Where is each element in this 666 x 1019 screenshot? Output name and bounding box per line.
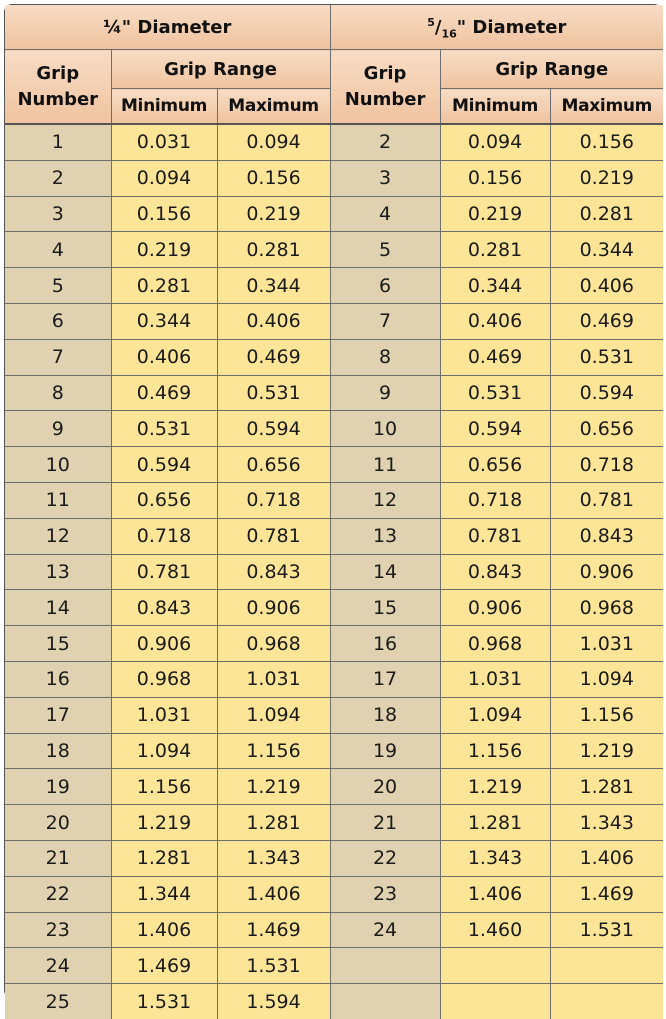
table-row <box>5 232 663 268</box>
right-maximum-cell: 0.469 <box>550 303 663 339</box>
table-row <box>5 876 663 912</box>
right-grip-number-cell: 18 <box>330 697 440 733</box>
right-minimum-cell: 0.094 <box>440 124 550 160</box>
table-row <box>5 733 663 769</box>
table-row <box>5 661 663 697</box>
right-maximum-cell: 1.469 <box>550 876 663 912</box>
right-minimum-cell: 1.343 <box>440 840 550 876</box>
left-maximum-cell: 1.094 <box>217 697 330 733</box>
table-row <box>5 626 663 662</box>
table-row <box>5 303 663 339</box>
left-grip-number-cell: 20 <box>5 805 111 841</box>
left-maximum-cell: 1.469 <box>217 912 330 948</box>
right-minimum-cell: 1.156 <box>440 733 550 769</box>
left-grip-number-cell: 24 <box>5 948 111 984</box>
table-row <box>5 196 663 232</box>
right-minimum-cell: 1.031 <box>440 661 550 697</box>
left-maximum-cell: 0.469 <box>217 339 330 375</box>
left-maximum-cell: 0.594 <box>217 411 330 447</box>
right-maximum-cell: 0.156 <box>550 124 663 160</box>
right-minimum-cell <box>440 948 550 984</box>
left-minimum-cell: 1.094 <box>111 733 217 769</box>
right-minimum-cell: 0.531 <box>440 375 550 411</box>
right-maximum-cell: 0.219 <box>550 160 663 196</box>
right-maximum-cell: 1.406 <box>550 840 663 876</box>
table-row <box>5 554 663 590</box>
left-maximum-cell: 0.094 <box>217 124 330 160</box>
right-maximum-cell: 1.531 <box>550 912 663 948</box>
table-row <box>5 124 663 160</box>
right-minimum-cell: 0.968 <box>440 626 550 662</box>
right-minimum-cell: 1.460 <box>440 912 550 948</box>
left-maximum-cell: 0.843 <box>217 554 330 590</box>
left-maximum-header: Maximum <box>217 89 330 125</box>
right-minimum-cell: 0.656 <box>440 447 550 483</box>
right-maximum-cell: 0.531 <box>550 339 663 375</box>
right-minimum-cell: 0.469 <box>440 339 550 375</box>
right-maximum-cell: 0.406 <box>550 268 663 304</box>
right-minimum-cell: 0.156 <box>440 160 550 196</box>
right-maximum-cell: 0.968 <box>550 590 663 626</box>
right-grip-number-cell: 14 <box>330 554 440 590</box>
left-maximum-cell: 1.219 <box>217 769 330 805</box>
left-maximum-cell: 0.781 <box>217 518 330 554</box>
left-grip-number-cell: 11 <box>5 482 111 518</box>
left-minimum-cell: 0.281 <box>111 268 217 304</box>
right-grip-number-cell: 17 <box>330 661 440 697</box>
fraction-denominator: 16 <box>441 27 457 41</box>
left-maximum-cell: 0.406 <box>217 303 330 339</box>
fraction-numerator: 5 <box>427 15 435 29</box>
table-row <box>5 160 663 196</box>
left-minimum-cell: 0.219 <box>111 232 217 268</box>
left-grip-number-cell: 2 <box>5 160 111 196</box>
table-row <box>5 805 663 841</box>
left-minimum-cell: 0.843 <box>111 590 217 626</box>
right-minimum-cell: 1.406 <box>440 876 550 912</box>
left-minimum-header: Minimum <box>111 89 217 125</box>
right-maximum-cell: 1.094 <box>550 661 663 697</box>
left-maximum-cell: 1.156 <box>217 733 330 769</box>
left-grip-number-cell: 10 <box>5 447 111 483</box>
left-grip-number-cell: 18 <box>5 733 111 769</box>
right-minimum-cell: 0.594 <box>440 411 550 447</box>
left-grip-number-cell: 17 <box>5 697 111 733</box>
right-grip-number-cell: 15 <box>330 590 440 626</box>
right-maximum-cell: 1.281 <box>550 769 663 805</box>
left-minimum-cell: 1.031 <box>111 697 217 733</box>
left-maximum-cell: 0.281 <box>217 232 330 268</box>
left-minimum-cell: 1.156 <box>111 769 217 805</box>
right-minimum-cell: 0.406 <box>440 303 550 339</box>
left-maximum-cell: 0.968 <box>217 626 330 662</box>
right-grip-number-cell <box>330 948 440 984</box>
left-maximum-cell: 1.281 <box>217 805 330 841</box>
left-grip-number-cell: 23 <box>5 912 111 948</box>
right-grip-number-cell <box>330 984 440 1019</box>
left-maximum-cell: 0.156 <box>217 160 330 196</box>
right-minimum-cell: 0.718 <box>440 482 550 518</box>
right-minimum-cell: 0.781 <box>440 518 550 554</box>
right-grip-number-cell: 21 <box>330 805 440 841</box>
right-maximum-cell: 1.156 <box>550 697 663 733</box>
right-grip-number-cell: 16 <box>330 626 440 662</box>
table-row <box>5 948 663 984</box>
left-minimum-cell: 1.344 <box>111 876 217 912</box>
left-grip-number-cell: 4 <box>5 232 111 268</box>
left-maximum-cell: 0.344 <box>217 268 330 304</box>
left-grip-number-cell: 14 <box>5 590 111 626</box>
right-grip-number-cell: 8 <box>330 339 440 375</box>
right-minimum-cell: 0.906 <box>440 590 550 626</box>
left-grip-number-cell: 12 <box>5 518 111 554</box>
left-grip-range-header: Grip Range <box>111 50 330 89</box>
five-sixteenths-diameter-header: $^5/_{16}$" Diameter <box>330 5 663 50</box>
left-grip-number-cell: 22 <box>5 876 111 912</box>
table-row <box>5 268 663 304</box>
right-grip-number-cell: 6 <box>330 268 440 304</box>
right-maximum-cell <box>550 948 663 984</box>
table-row <box>5 590 663 626</box>
left-minimum-cell: 0.094 <box>111 160 217 196</box>
right-grip-number-cell: 11 <box>330 447 440 483</box>
left-minimum-cell: 0.531 <box>111 411 217 447</box>
table-header <box>5 5 663 124</box>
left-minimum-cell: 0.906 <box>111 626 217 662</box>
right-maximum-cell: 0.718 <box>550 447 663 483</box>
left-minimum-cell: 0.968 <box>111 661 217 697</box>
right-minimum-header: Minimum <box>440 89 550 125</box>
left-grip-number-cell: 6 <box>5 303 111 339</box>
right-maximum-cell: 0.594 <box>550 375 663 411</box>
left-minimum-cell: 0.781 <box>111 554 217 590</box>
right-minimum-cell: 0.843 <box>440 554 550 590</box>
quarter-inch-diameter-header: ¼" Diameter <box>5 5 330 50</box>
right-grip-number-cell: 24 <box>330 912 440 948</box>
right-grip-number-cell: 3 <box>330 160 440 196</box>
table-row <box>5 518 663 554</box>
right-maximum-cell: 1.343 <box>550 805 663 841</box>
left-minimum-cell: 0.656 <box>111 482 217 518</box>
right-minimum-cell <box>440 984 550 1019</box>
left-minimum-cell: 1.531 <box>111 984 217 1019</box>
left-minimum-cell: 1.469 <box>111 948 217 984</box>
right-minimum-cell: 0.281 <box>440 232 550 268</box>
left-grip-number-cell: 13 <box>5 554 111 590</box>
right-maximum-cell <box>550 984 663 1019</box>
right-maximum-cell: 0.906 <box>550 554 663 590</box>
left-grip-number-cell: 19 <box>5 769 111 805</box>
right-grip-number-cell: 2 <box>330 124 440 160</box>
left-grip-number-cell: 21 <box>5 840 111 876</box>
right-maximum-cell: 1.031 <box>550 626 663 662</box>
right-grip-number-cell: 4 <box>330 196 440 232</box>
right-grip-range-header: Grip Range <box>440 50 663 89</box>
right-grip-number-cell: 7 <box>330 303 440 339</box>
right-maximum-header: Maximum <box>550 89 663 125</box>
table-row <box>5 339 663 375</box>
table-row <box>5 447 663 483</box>
left-maximum-cell: 0.718 <box>217 482 330 518</box>
left-minimum-cell: 0.469 <box>111 375 217 411</box>
left-grip-number-header: Grip Number <box>5 50 111 125</box>
left-grip-number-cell: 3 <box>5 196 111 232</box>
table-row <box>5 769 663 805</box>
left-minimum-cell: 0.718 <box>111 518 217 554</box>
right-maximum-cell: 0.843 <box>550 518 663 554</box>
left-grip-number-cell: 25 <box>5 984 111 1019</box>
left-maximum-cell: 1.406 <box>217 876 330 912</box>
left-grip-number-cell: 15 <box>5 626 111 662</box>
right-grip-number-cell: 13 <box>330 518 440 554</box>
left-grip-number-cell: 7 <box>5 339 111 375</box>
right-minimum-cell: 0.219 <box>440 196 550 232</box>
left-maximum-cell: 0.219 <box>217 196 330 232</box>
right-minimum-cell: 1.219 <box>440 769 550 805</box>
table-row <box>5 912 663 948</box>
right-grip-number-cell: 20 <box>330 769 440 805</box>
right-minimum-cell: 1.094 <box>440 697 550 733</box>
left-maximum-cell: 1.343 <box>217 840 330 876</box>
table-row <box>5 411 663 447</box>
right-grip-number-cell: 23 <box>330 876 440 912</box>
right-grip-number-cell: 10 <box>330 411 440 447</box>
right-grip-number-cell: 5 <box>330 232 440 268</box>
right-maximum-cell: 0.344 <box>550 232 663 268</box>
table-row <box>5 375 663 411</box>
left-maximum-cell: 0.656 <box>217 447 330 483</box>
left-grip-number-cell: 9 <box>5 411 111 447</box>
left-maximum-cell: 1.531 <box>217 948 330 984</box>
right-maximum-cell: 0.281 <box>550 196 663 232</box>
right-minimum-cell: 1.281 <box>440 805 550 841</box>
grip-range-table <box>5 5 663 1019</box>
table-row <box>5 984 663 1019</box>
table-row <box>5 697 663 733</box>
left-minimum-cell: 1.281 <box>111 840 217 876</box>
left-minimum-cell: 1.219 <box>111 805 217 841</box>
left-minimum-cell: 1.406 <box>111 912 217 948</box>
right-grip-number-cell: 22 <box>330 840 440 876</box>
right-grip-number-cell: 12 <box>330 482 440 518</box>
left-grip-number-cell: 1 <box>5 124 111 160</box>
diameter-label: " Diameter <box>456 16 567 38</box>
left-maximum-cell: 0.906 <box>217 590 330 626</box>
left-minimum-cell: 0.344 <box>111 303 217 339</box>
left-minimum-cell: 0.156 <box>111 196 217 232</box>
right-maximum-cell: 0.656 <box>550 411 663 447</box>
left-minimum-cell: 0.406 <box>111 339 217 375</box>
right-grip-number-cell: 19 <box>330 733 440 769</box>
left-maximum-cell: 1.031 <box>217 661 330 697</box>
table-row <box>5 482 663 518</box>
left-minimum-cell: 0.594 <box>111 447 217 483</box>
left-maximum-cell: 0.531 <box>217 375 330 411</box>
right-maximum-cell: 0.781 <box>550 482 663 518</box>
left-grip-number-cell: 5 <box>5 268 111 304</box>
left-grip-number-cell: 16 <box>5 661 111 697</box>
left-minimum-cell: 0.031 <box>111 124 217 160</box>
table-body <box>5 124 663 1019</box>
right-minimum-cell: 0.344 <box>440 268 550 304</box>
left-grip-number-cell: 8 <box>5 375 111 411</box>
grip-range-table-container <box>4 4 662 1013</box>
right-grip-number-header: Grip Number <box>330 50 440 125</box>
right-grip-number-cell: 9 <box>330 375 440 411</box>
right-maximum-cell: 1.219 <box>550 733 663 769</box>
left-maximum-cell: 1.594 <box>217 984 330 1019</box>
table-row <box>5 840 663 876</box>
